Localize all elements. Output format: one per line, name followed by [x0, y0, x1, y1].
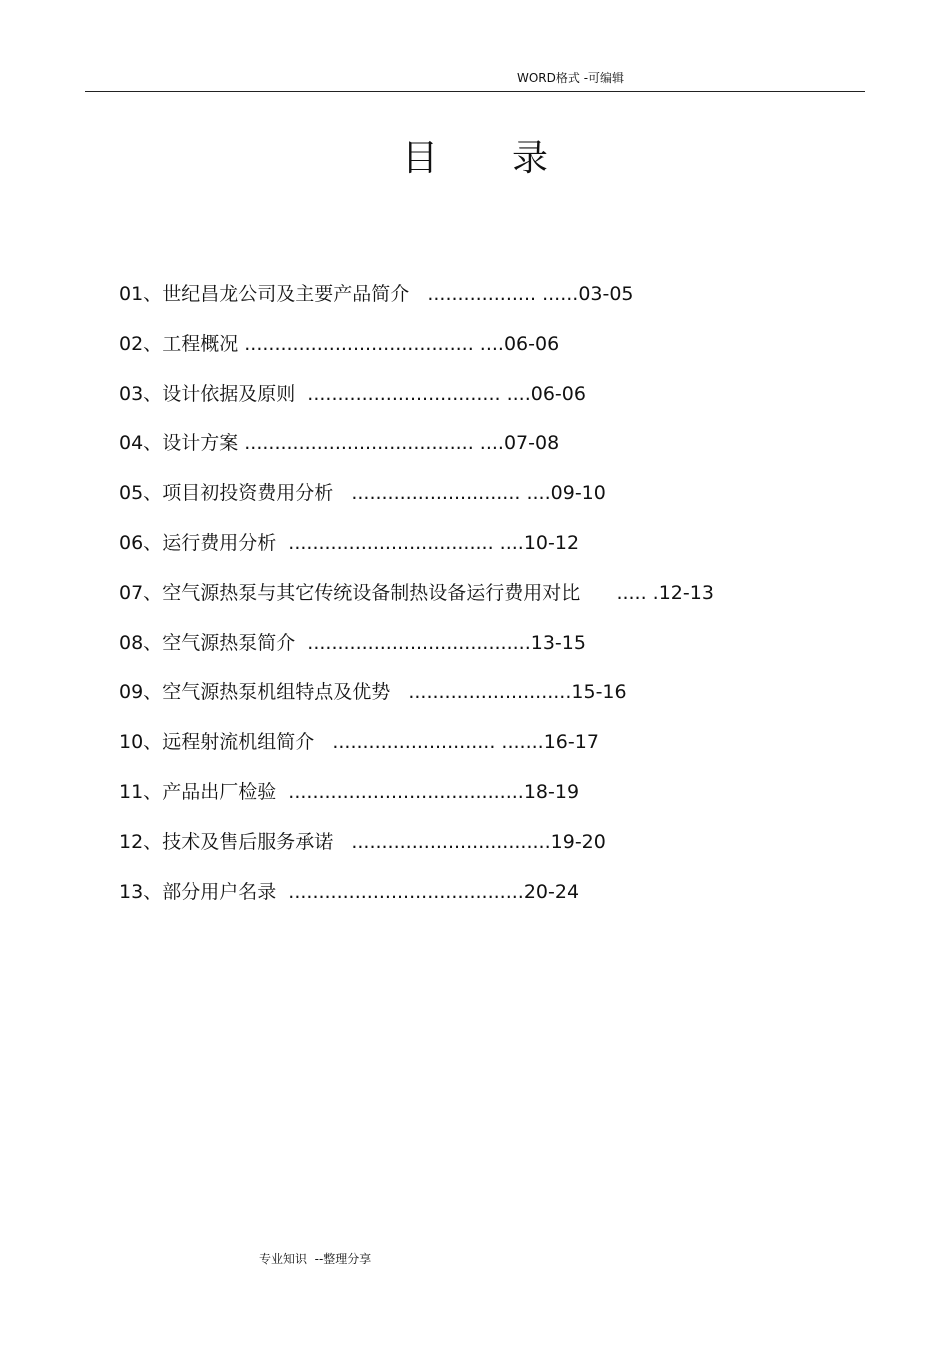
- toc-item-05[interactable]: [119, 479, 879, 529]
- toc-page-range: 18-19: [523, 780, 580, 803]
- toc-item-13[interactable]: [119, 878, 879, 928]
- toc-number: 04、: [119, 432, 163, 455]
- page-header-text: WORD格式 -可编辑: [517, 71, 625, 85]
- toc-item-03[interactable]: [119, 380, 879, 430]
- toc-title: 空气源热泵与其它传统设备制热设备运行费用对比: [162, 581, 581, 604]
- toc-page-range: 15-16: [571, 681, 627, 704]
- toc-leader: ...................................... ....: [238, 432, 504, 455]
- toc-page-range: 07-08: [503, 432, 560, 455]
- toc-page-range: 03-05: [578, 283, 634, 305]
- toc-page-range: 09-10: [550, 482, 606, 505]
- toc-page-range: 06-06: [503, 332, 560, 355]
- toc-leader: .....................................: [295, 631, 531, 654]
- toc-title: 空气源热泵简介: [162, 631, 296, 654]
- toc-page-range: 12-13: [658, 581, 714, 604]
- toc-leader: .................................. ....: [276, 531, 524, 554]
- toc-number: 11、: [119, 780, 163, 803]
- toc-number: 02、: [119, 332, 163, 355]
- toc-title: 空气源热泵机组特点及优势: [162, 681, 391, 704]
- toc-title: 运行费用分析: [162, 531, 277, 554]
- toc-leader: .......................................: [276, 880, 524, 903]
- toc-item-10[interactable]: [119, 728, 879, 778]
- toc-number: 12、: [119, 830, 163, 853]
- toc-number: 13、: [119, 880, 163, 903]
- toc-item-07[interactable]: [119, 579, 879, 629]
- toc-title: 设计依据及原则: [162, 382, 296, 405]
- toc-page-range: 19-20: [550, 830, 606, 853]
- toc-page-range: 06-06: [530, 382, 586, 405]
- page-footer-text: 专业知识 --整理分享: [259, 1252, 372, 1266]
- toc-number: 08、: [119, 631, 163, 654]
- toc-leader: .................. ......: [409, 283, 579, 305]
- toc-leader: ................................ ....: [295, 382, 531, 405]
- toc-title: 世纪昌龙公司及主要产品简介: [162, 283, 410, 305]
- toc-title: 项目初投资费用分析: [162, 482, 334, 505]
- toc-page-range: 13-15: [530, 631, 586, 654]
- toc-item-09[interactable]: [119, 678, 879, 728]
- toc-title: 技术及售后服务承诺: [162, 830, 334, 853]
- toc-title: 产品出厂检验: [162, 780, 277, 803]
- toc-item-12[interactable]: [119, 828, 879, 878]
- toc-number: 03、: [119, 382, 163, 405]
- toc-leader: ...................................... ....: [238, 332, 504, 355]
- toc-item-08[interactable]: [119, 629, 879, 679]
- toc-number: 05、: [119, 482, 163, 505]
- table-of-contents: [119, 280, 879, 927]
- header-divider: [85, 91, 865, 92]
- toc-item-11[interactable]: [119, 778, 879, 828]
- toc-leader: ..... .: [580, 581, 659, 604]
- toc-title: 设计方案: [162, 432, 239, 455]
- toc-leader: ............................ ....: [333, 482, 551, 505]
- toc-leader: ...........................: [390, 681, 572, 704]
- toc-number: 09、: [119, 681, 163, 704]
- toc-item-01[interactable]: [119, 280, 879, 330]
- toc-title: 工程概况: [162, 332, 239, 355]
- toc-number: 06、: [119, 531, 163, 554]
- toc-page-range: 10-12: [523, 531, 580, 554]
- toc-number: 07、: [119, 581, 163, 604]
- toc-item-04[interactable]: [119, 429, 879, 479]
- page-title: 目录: [401, 138, 622, 179]
- toc-page-range: 20-24: [523, 880, 580, 903]
- toc-item-06[interactable]: [119, 529, 879, 579]
- toc-number: 01、: [119, 283, 163, 305]
- toc-leader: .......................................: [276, 780, 524, 803]
- toc-page-range: 16-17: [543, 731, 599, 754]
- toc-title: 远程射流机组简介: [162, 731, 315, 754]
- toc-number: 10、: [119, 731, 163, 754]
- toc-title: 部分用户名录: [162, 880, 277, 903]
- toc-item-02[interactable]: [119, 330, 879, 380]
- toc-leader: .................................: [333, 830, 551, 853]
- toc-leader: ........................... .......: [314, 731, 544, 754]
